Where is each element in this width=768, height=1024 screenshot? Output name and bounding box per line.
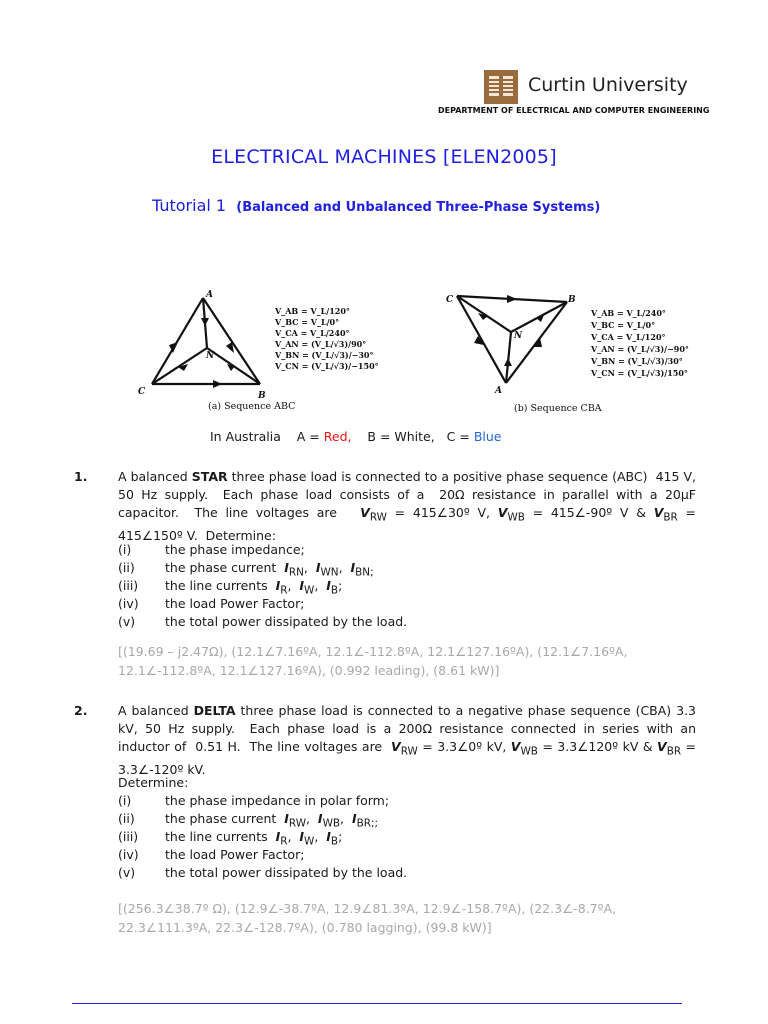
australia-prefix: In Australia	[210, 429, 281, 444]
phase-b-eq: B = White,	[367, 429, 435, 444]
question-2-number: 2.	[74, 703, 88, 718]
curtin-crest-icon	[484, 70, 518, 104]
department-name: DEPARTMENT OF ELECTRICAL AND COMPUTER ENGINEERING	[438, 106, 710, 115]
equation-cba-5: V_BN = (V_L/√3)/30°	[591, 356, 683, 366]
question-1-text: A balanced STAR three phase load is connected to a positive phase sequence (ABC) 415 V, 50 Hz supply. Each phase load consists of a 20Ω resistance in parallel with a 20μF capacitor. The line voltages are $V_{RW}$ = 415∠30º V, $V_{WB}$ = 415∠-90º V & $V_{BR}$ = 415∠150º V. Determine:	[118, 469, 696, 543]
question-1-number: 1.	[74, 469, 88, 484]
equation-abc-1: V_AB = V_L/120°	[275, 306, 350, 316]
equation-cba-3: V_CA = V_L/120°	[591, 332, 666, 342]
vertex-n-label-b: N	[514, 331, 523, 341]
equation-cba-1: V_AB = V_L/240°	[591, 308, 666, 318]
question-2-item-iv: (iv) the load Power Factor;	[118, 847, 305, 862]
equation-abc-6: V_CN = (V_L/√3)/−150°	[275, 361, 379, 371]
question-2-item-v: (v) the total power dissipated by the load.	[118, 865, 408, 880]
question-2-item-i: (i) the phase impedance in polar form;	[118, 793, 390, 808]
question-1-item-v: (v) the total power dissipated by the load.	[118, 614, 408, 629]
question-2-determine: Determine:	[118, 775, 189, 790]
question-1-item-ii: (ii) the phase current $I_{RN}$, $I_{WN}$, $I_{BN;}$	[118, 560, 374, 579]
tutorial-subtitle: (Balanced and Unbalanced Three-Phase Systems)	[236, 200, 601, 215]
course-title: ELECTRICAL MACHINES [ELEN2005]	[211, 146, 557, 168]
tutorial-heading	[152, 196, 600, 215]
equation-cba-6: V_CN = (V_L/√3)/150°	[591, 368, 688, 378]
question-1-item-iv: (iv) the load Power Factor;	[118, 596, 305, 611]
australia-color-code	[210, 429, 502, 444]
question-1-item-i: (i) the phase impedance;	[118, 542, 305, 557]
phase-a-color: Red,	[323, 429, 352, 444]
footer-divider	[72, 1003, 682, 1004]
triangle-abc-diagram	[152, 298, 260, 384]
phase-c-eq: C =	[446, 429, 470, 444]
question-2-text: A balanced DELTA three phase load is connected to a negative phase sequence (CBA) 3.3 kV, 50 Hz supply. Each phase load is a 200Ω resistance connected in series with an inductor of 0.51 H. The line voltages are $V_{RW}$ = 3.3∠0º kV, $V_{WB}$ = 3.3∠120º kV & $V_{BR}$ = 3.3∠-120º kV.	[118, 703, 697, 777]
caption-sequence-abc: (a) Sequence ABC	[208, 401, 296, 412]
vertex-b-label-b: B	[568, 295, 576, 305]
phase-sequence-figure	[70, 280, 706, 420]
triangle-cba-diagram	[457, 296, 567, 383]
phase-c-color: Blue	[473, 429, 502, 444]
equation-cba-2: V_BC = V_L/0°	[591, 320, 656, 330]
equation-abc-5: V_BN = (V_L/√3)/−30°	[275, 350, 374, 360]
vertex-b-label: B	[258, 391, 266, 401]
vertex-n-label: N	[206, 351, 215, 361]
vertex-c-label-b: C	[446, 295, 454, 305]
question-2-item-ii: (ii) the phase current $I_{RW}$, $I_{WB}$, $I_{BR;;}$	[118, 811, 378, 830]
question-1-answer: [(19.69 – j2.47Ω), (12.1∠7.16ºA, 12.1∠-112.8ºA, 12.1∠127.16ºA), (12.1∠7.16ºA, 12.1∠-112.8ºA, 12.1∠127.16ºA), (0.992 leading), (8.61 kW)]	[118, 644, 628, 678]
caption-sequence-cba: (b) Sequence CBA	[514, 403, 602, 414]
equation-abc-4: V_AN = (V_L/√3)/90°	[275, 339, 367, 349]
tutorial-label: Tutorial 1	[152, 196, 227, 215]
question-2-item-iii: (iii) the line currents $I_R$, $I_W$, $I_B$;	[118, 829, 343, 848]
vertex-a-label-b: A	[495, 386, 502, 396]
vertex-c-label: C	[138, 387, 146, 397]
question-1-item-iii: (iii) the line currents $I_R$, $I_W$, $I_B$;	[118, 578, 343, 597]
phase-a-eq: A =	[296, 429, 320, 444]
vertex-a-label: A	[206, 290, 213, 300]
university-name: Curtin University	[528, 74, 688, 96]
equation-abc-2: V_BC = V_L/0°	[275, 317, 340, 327]
equation-cba-4: V_AN = (V_L/√3)/−90°	[591, 344, 689, 354]
question-2-answer: [(256.3∠38.7º Ω), (12.9∠-38.7ºA, 12.9∠81.3ºA, 12.9∠-158.7ºA), (22.3∠-8.7ºA, 22.3∠111.3ºA, 22.3∠-128.7ºA), (0.780 lagging), (99.8 kW)]	[118, 901, 617, 935]
equation-abc-3: V_CA = V_L/240°	[275, 328, 350, 338]
